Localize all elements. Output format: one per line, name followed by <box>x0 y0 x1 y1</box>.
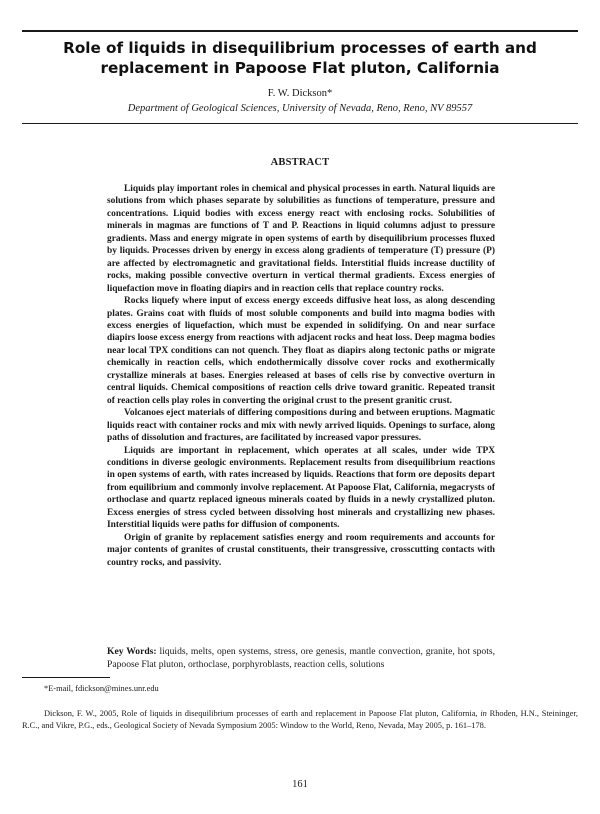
abstract-paragraph: Rocks liquefy where input of excess energy exceeds diffusive heat loss, as along descending plates. Grains coat with fluids of most soluble components and build into magma bodies with excess energies of liquefaction, which must be expended in solidifying. On and near surface diapirs loose excess energy from reactions with adjacent rocks and heat loss. Deep magma bodies near local TPX conditions can not quench. They float as diapirs along tectonic paths or migrate chemically in reaction cells, which endothermically dissolve cover rocks and exothermically crystallize minerals at bases. Energies released at bases of cells rise by convective overturn in central liquids. Chemical compositions of reaction cells drive toward granitic. Repeated transit of reaction cells play roles in converting the original crust to the present granitic crust. <box>107 296 495 406</box>
page-number: 161 <box>292 779 308 790</box>
header-bottom-rule <box>22 123 578 124</box>
abstract-paragraph: Liquids are important in replacement, which operates at all scales, under wide TPX conditions in diverse geologic environments. Replacement results from disequilibrium reactions in open systems of earth, with rates increased by liquids. Reactions that form ore deposits depart from equilibrium and commonly involve replacement. At Papoose Flat, California, megacrysts of orthoclase and quartz replaced igneous minerals coated by fluids in a newly crystallized pluton. Excess energies of stress cycled between dissolving host minerals and crystallizing new phases. Interstitial liquids were paths for diffusion of components. <box>107 445 495 531</box>
abstract-body <box>107 183 495 569</box>
citation-text: Rhoden, H.N., Steininger, R.C., and Vikre, P.G., eds., Geological Society of Nevada Symposium 2005: Window to the World, Reno, Nevada, May 2005, p. 161–178. <box>22 709 578 730</box>
citation-text: Dickson, F. W., 2005, Role of liquids in disequilibrium processes of earth and replacement in Papoose Flat pluton, California, <box>44 709 481 718</box>
footnote-rule <box>22 677 110 678</box>
citation-in: in <box>480 709 487 718</box>
keywords <box>107 646 495 671</box>
footnote-email: *E-mail, fdickson@mines.unr.edu <box>44 684 159 693</box>
abstract-paragraph: Liquids play important roles in chemical and physical processes in earth. Natural liquids are solutions from which phases separate by solubilities as functions of temperature, pressure and concentrations. Liquid bodies with excess energy react with enclosing rocks. Solubilities of minerals in magmas are functions of T and P. Reactions in liquid columns adjust to pressure gradients. Mass and energy migrate in open systems of earth by disequilibrium processes fluxed by liquids. Processes driven by energy in excess along gradients of temperature (T) pressure (P) are affected by electromagnetic and gravitational fields. Interstitial fluids increase ductility of rocks, making possible convective overturn in vertical thermal gradients. Excess energies of liquefaction move in floating diapirs and in reaction cells that replace country rocks. <box>107 184 495 294</box>
abstract-paragraph: Volcanoes eject materials of differing compositions during and between eruptions. Magmatic liquids react with container rocks and mix with newly arrived liquids. Openings to surface, along paths of dissolution and fractures, are facilitated by increased vapor pressures. <box>107 408 495 444</box>
paper-title: Role of liquids in disequilibrium processes of earth and replacement in Papoose Flat pluton, California <box>63 39 537 77</box>
author-affiliation: Department of Geological Sciences, University of Nevada, Reno, Reno, NV 89557 <box>127 103 473 114</box>
keywords-label: Key Words: <box>107 646 157 657</box>
abstract-heading: ABSTRACT <box>270 157 330 168</box>
header-top-rule <box>22 30 578 32</box>
author-name: F. W. Dickson* <box>267 88 333 99</box>
keywords-text: liquids, melts, open systems, stress, ore genesis, mantle convection, granite, hot spots, Papoose Flat pluton, orthoclase, porphyroblasts, reaction cells, solutions <box>107 646 495 670</box>
footnote-citation <box>22 708 578 731</box>
abstract-paragraph: Origin of granite by replacement satisfies energy and room requirements and accounts for major contents of granites of crustal constituents, their transgressive, crosscutting contacts with country rocks, and passivity. <box>107 532 495 568</box>
